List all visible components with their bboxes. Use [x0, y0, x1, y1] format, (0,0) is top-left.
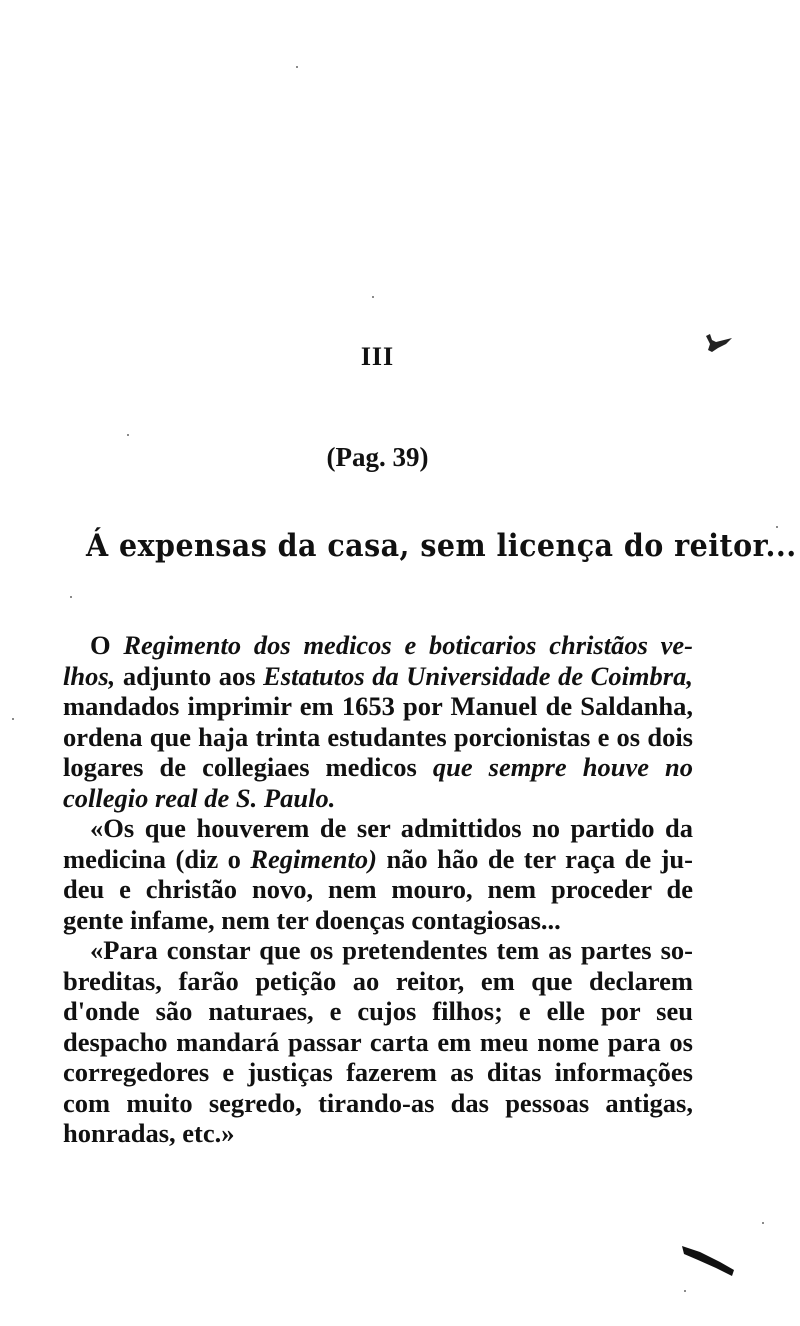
paragraph-1 — [63, 630, 693, 813]
italic-run: Regimento) — [250, 843, 377, 874]
speck — [762, 1222, 764, 1224]
text-run: O — [90, 630, 124, 660]
speck — [127, 434, 129, 436]
speck — [296, 66, 298, 68]
paragraph-2 — [63, 813, 693, 935]
text-run: «Os que houverem de ser admittidos no partido da medicina (diz o — [63, 813, 693, 874]
speck — [70, 596, 72, 598]
section-heading: Á expensas da casa, sem licença do reitor... — [86, 528, 797, 564]
ink-blot-mark — [700, 332, 736, 356]
body-text — [63, 630, 693, 1149]
text-run: mandados imprimir em 1653 por Manuel de Saldanha, ordena que haja trinta estudantes porcionistas e os dois logares de collegiaes medicos — [63, 691, 693, 782]
section-number: III — [360, 342, 395, 371]
italic-run: Estatutos da Universidade de Coimbra, — [263, 660, 693, 691]
speck — [372, 296, 374, 298]
italic-run: que sempre houve no collegio real de S. Paulo. — [63, 752, 693, 813]
paragraph-3 — [63, 935, 693, 1149]
italic-run: Regimento dos medicos e boticarios christãos velhos, — [63, 630, 693, 691]
page-reference: (Pag. 39) — [326, 442, 429, 472]
text-run: não hão de ter raça de judeu e christão novo, nem mouro, nem proceder de gente infame, nem ter doenças contagiosas... — [63, 843, 693, 935]
text-run: «Para constar que os pretendentes tem as partes sobreditas, farão petição ao reitor, em que declarem d'onde são naturaes, e cujos filhos; e elle por seu despacho mandará passar carta em meu nome para os corregedores e justiças fazerem as ditas informações com muito segredo, tirando-as das pessoas antigas, honradas, etc.» — [63, 935, 693, 1148]
speck — [684, 1290, 686, 1292]
text-run: adjunto aos — [115, 660, 264, 691]
speck — [776, 526, 778, 528]
speck — [12, 718, 14, 720]
smudge-mark — [680, 1240, 740, 1280]
